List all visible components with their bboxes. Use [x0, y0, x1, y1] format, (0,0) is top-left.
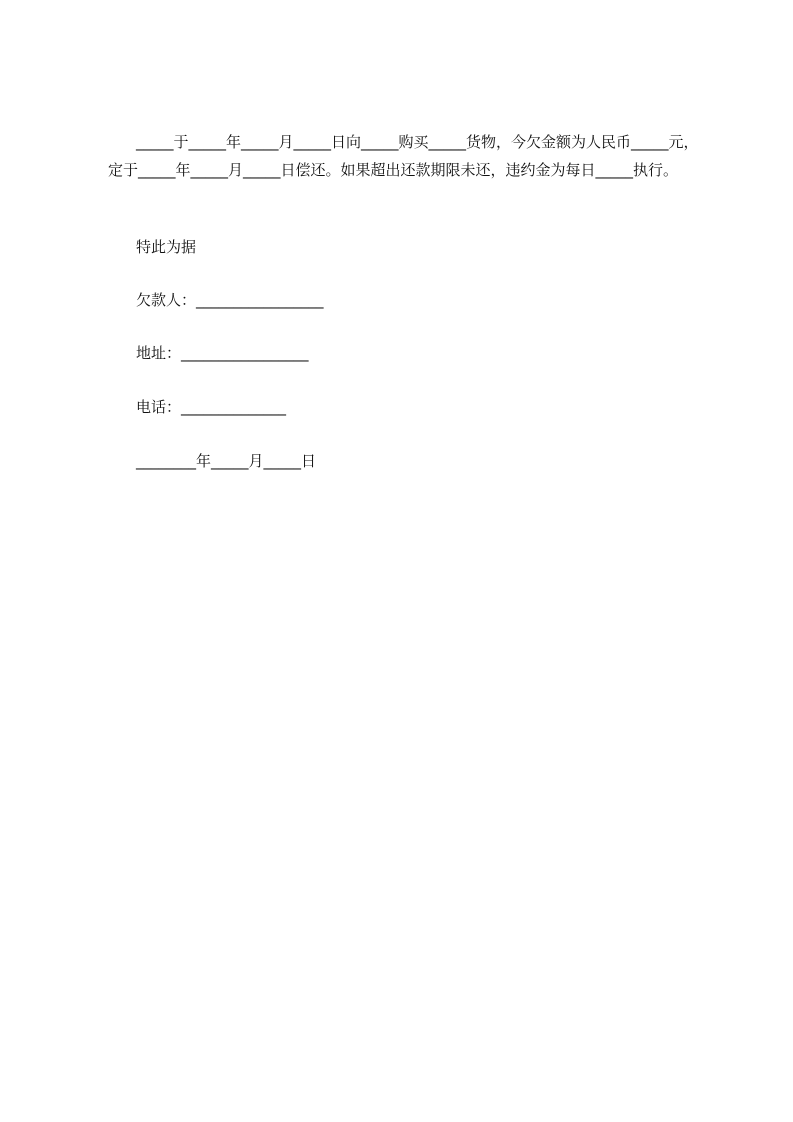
- closing-phrase: 特此为据: [136, 238, 197, 256]
- address-line: 地址：_________________: [136, 344, 309, 362]
- debtor-signature-line: 欠款人：_________________: [136, 291, 324, 309]
- phone-line: 电话：______________: [136, 398, 287, 416]
- date-line: ________年_____月_____日: [136, 452, 317, 470]
- iou-body-paragraph: _____于_____年_____月_____日向_____购买_____货物，今欠金额为人民币_____元，定于_____年_____月_____日偿还。如果超出还款期限未还，违约金为每日_____执行。: [108, 133, 699, 179]
